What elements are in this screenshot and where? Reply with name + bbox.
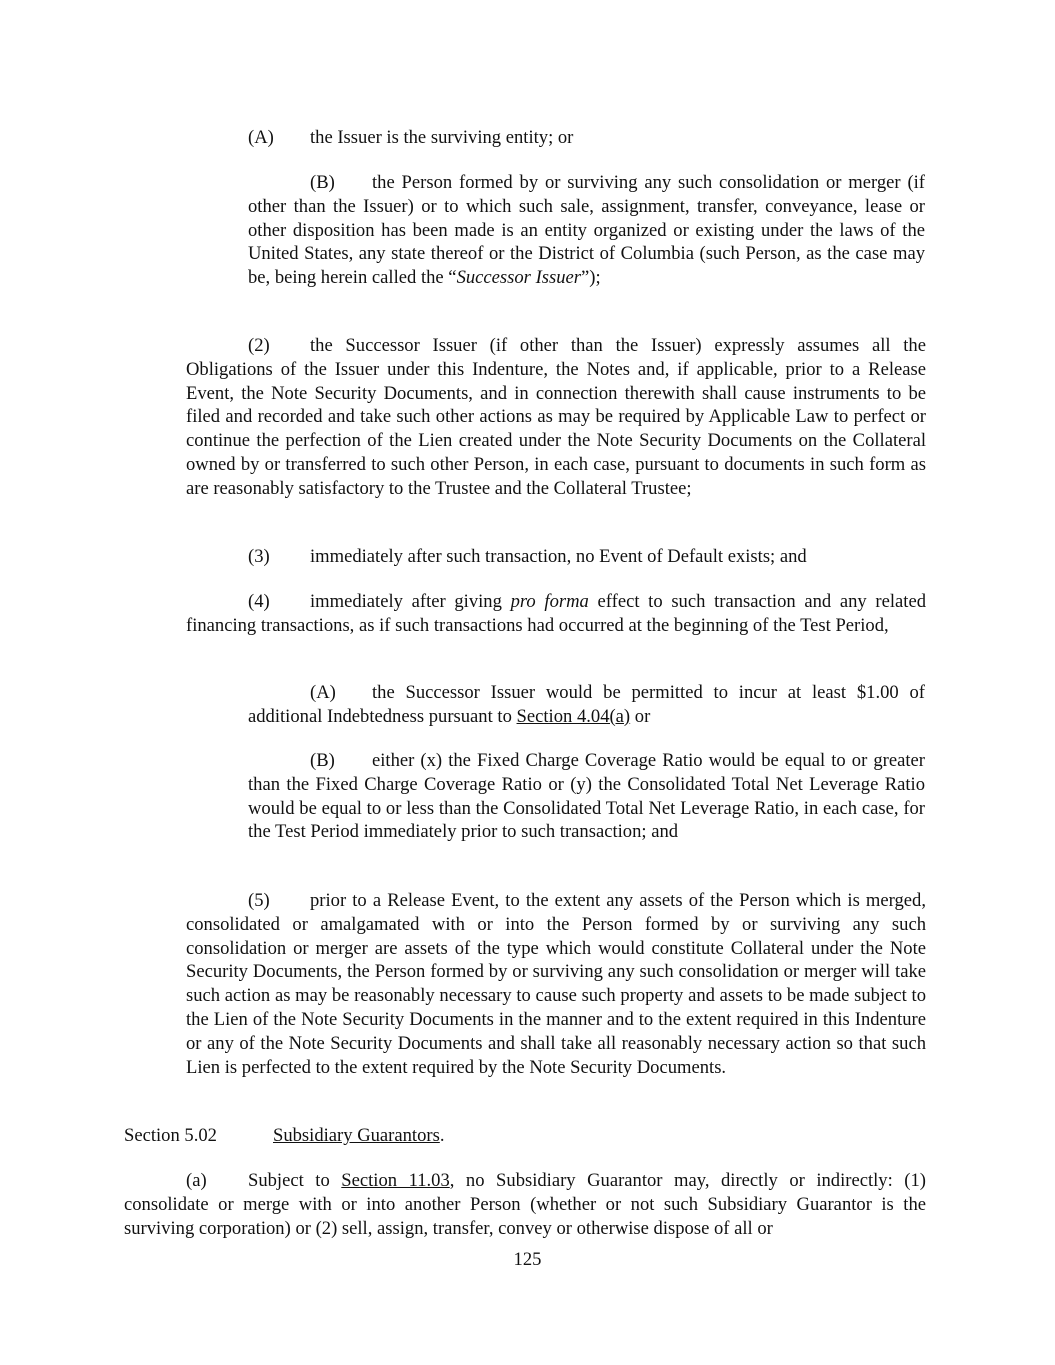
clause-text: immediately after such transaction, no Event of Default exists; and bbox=[310, 546, 807, 567]
clause-label: (4) bbox=[248, 591, 270, 612]
clause-text: prior to a Release Event, to the extent any assets of the Person which is merged, consolidated or amalgamated with or into the Person formed by or surviving any such consolidation or merger are assets of the type which would constitute Collateral under the Note Security Documents, the Person formed by or surviving any such consolidation or merger will take such action as may be reasonably necessary to cause such property and assets to be made subject to the Lien of the Note Security Documents in the manner and to the extent required in this Indenture or any of the Note Security Documents and shall take all reasonably necessary action so that such Lien is perfected to the extent required by the Note Security Documents. bbox=[186, 890, 926, 1078]
section-heading-5-02 bbox=[124, 1124, 926, 1148]
clause-b-successor-issuer bbox=[248, 171, 925, 290]
clause-text: immediately after giving bbox=[310, 591, 511, 612]
section-link-11-03[interactable]: Section 11.03 bbox=[341, 1170, 450, 1191]
clause-3-no-default bbox=[186, 545, 926, 569]
clause-label: (a) bbox=[186, 1170, 207, 1191]
clause-text: the Issuer is the surviving entity; or bbox=[310, 127, 574, 148]
clause-label: (5) bbox=[248, 890, 270, 911]
clause-label: (A) bbox=[248, 127, 274, 148]
section-link-4-04a[interactable]: Section 4.04(a) bbox=[516, 705, 631, 727]
page-number: 125 bbox=[513, 1249, 542, 1270]
clause-text: the Successor Issuer would be permitted to incur at least $1.00 of additional Indebtedness pursuant to bbox=[248, 682, 925, 727]
section-number: Section 5.02 bbox=[124, 1125, 217, 1146]
clause-label: (2) bbox=[248, 335, 270, 356]
clause-text: the Successor Issuer (if other than the Issuer) expressly assumes all the Obligations of the Issuer under this Indenture, the Notes and, if applicable, prior to a Release Event, the Note Security Documents, and in connection therewith shall cause instruments to be filed and recorded and take such other actions as may be required by Applicable Law to perfect or continue the perfection of the Lien created under the Note Security Documents on the Collateral owned by or transferred to such other Person, in each case, pursuant to documents in such form as are reasonably satisfactory to the Trustee and the Collateral Trustee; bbox=[186, 335, 926, 499]
clause-text: either (x) the Fixed Charge Coverage Ratio would be equal to or greater than the Fixed Charge Coverage Ratio or (y) the Consolidated Total Net Leverage Ratio would be equal to or less than the Consolidated Total Net Leverage Ratio, in each case, for the Test Period immediately prior to such transaction; and bbox=[248, 750, 925, 843]
clause-text-end: ”); bbox=[581, 267, 601, 289]
section-title: Subsidiary Guarantors bbox=[273, 1125, 440, 1146]
clause-4-pro-forma bbox=[186, 590, 926, 638]
italic-term: pro forma bbox=[510, 591, 589, 612]
clause-2-assumption bbox=[186, 334, 926, 501]
defined-term: Successor Issuer bbox=[456, 267, 582, 289]
clause-a-indebtedness bbox=[248, 681, 925, 729]
clause-5-release-event bbox=[186, 889, 926, 1079]
clause-text: the Person formed by or surviving any such consolidation or merger (if other than the Issuer) or to which such sale, assignment, transfer, conveyance, lease or other disposition has been made is an entity organized or existing under the laws of the United States, any state thereof or the District of Columbia (such Person, as the case may be, being herein called the “ bbox=[248, 172, 925, 289]
clause-a-subsidiary-guarantors bbox=[124, 1169, 926, 1240]
clause-b-coverage-ratio bbox=[248, 749, 925, 844]
clause-label: (3) bbox=[248, 546, 270, 567]
clause-text-end: effect to such transaction and any related financing transactions, as if such transactions had occurred at the beginning of the Test Period, bbox=[186, 591, 926, 636]
section-title-suffix: . bbox=[439, 1125, 445, 1146]
clause-text: Subject to bbox=[248, 1170, 342, 1191]
clause-label: (B) bbox=[310, 750, 335, 771]
clause-text-end: , no Subsidiary Guarantor may, directly or indirectly: (1) consolidate or merge with or into another Person (whether or not such Subsidiary Guarantor is the surviving corporation) or (2) sell, assign, transfer, convey or otherwise dispose of all or bbox=[124, 1170, 926, 1239]
clause-text-end: or bbox=[630, 705, 651, 727]
clause-label: (B) bbox=[310, 172, 335, 193]
clause-a-issuer-surviving bbox=[248, 126, 925, 150]
clause-label: (A) bbox=[310, 682, 336, 703]
